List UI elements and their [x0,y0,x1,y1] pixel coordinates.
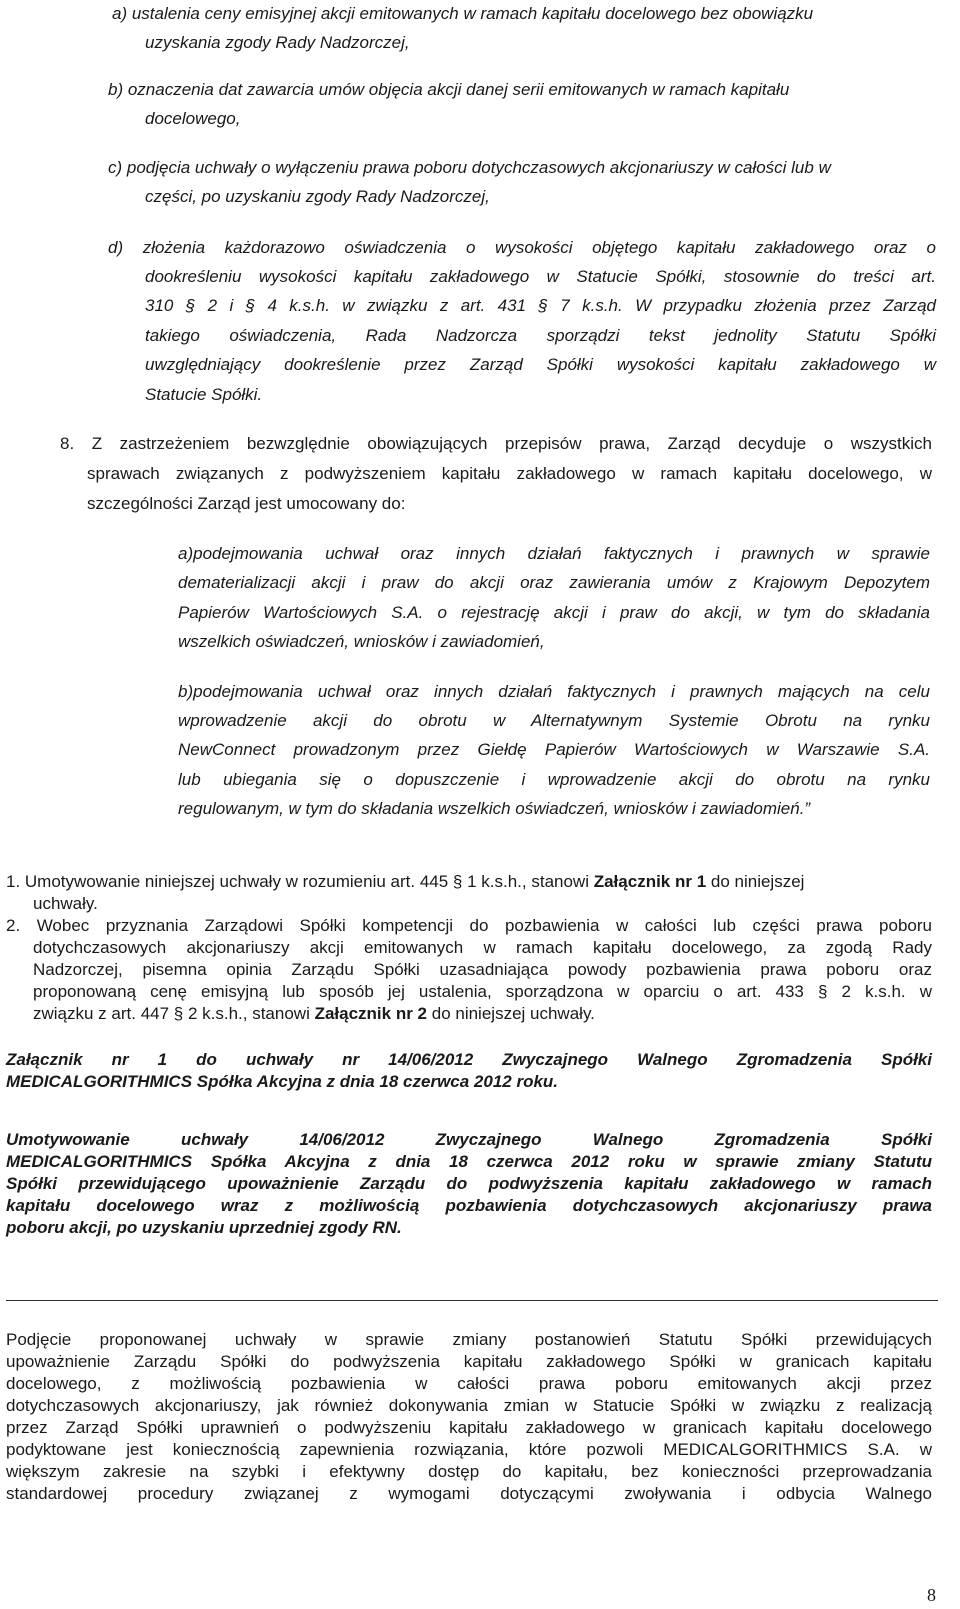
point-8-line-2: sprawach związanych z podwyższeniem kapitału zakładowego w ramach kapitału docelowego, w [87,464,932,483]
rationale-title-line-1: Umotywowanie uchwały 14/06/2012 Zwyczajnego Walnego Zgromadzenia Spółki [6,1130,932,1149]
body-line-8: standardowej procedury związanej z wymogami dotyczącymi zwoływania i odbycia Walnego [6,1484,932,1503]
item-a-line-2: uzyskania zgody Rady Nadzorczej, [145,33,410,52]
item-d-line-5: uwzględniający dookreślenie przez Zarząd Spółki wysokości kapitału zakładowego w [145,355,936,374]
point-8-line-3: szczególności Zarząd jest umocowany do: [87,494,406,513]
sub-a-line-3: Papierów Wartościowych S.A. o rejestrację akcji i praw do akcji, w tym do składania [178,603,930,622]
body-line-6: podyktowane jest koniecznością zapewnienia rozwiązania, które pozwoli MEDICALGORITHMICS S.A. w [6,1440,932,1459]
num-2-line-3: Nadzorczej, pisemna opinia Zarządu Spółki uzasadniająca powody pozbawienia prawa poboru oraz [33,960,932,979]
page-number: 8 [927,1585,936,1605]
separator-rule [6,1300,938,1301]
sub-a-line-4: wszelkich oświadczeń, wniosków i zawiadomień, [178,632,545,651]
num-2-line-5 [33,1004,595,1024]
sub-b-line-1: b)podejmowania uchwał oraz innych działań faktycznych i prawnych mających na celu [178,682,930,701]
sub-a-line-2: dematerializacji akcji i praw do akcji oraz zawierania umów z Krajowym Depozytem [178,573,930,592]
num-2-line-2: dotychczasowych akcjonariuszy akcji emitowanych w ramach kapitału docelowego, za zgodą Rady [33,938,932,957]
num-2-text: związku z art. 447 § 2 k.s.h., stanowi [33,1004,315,1023]
item-b-line-2: docelowego, [145,109,241,128]
num-2-text-end: do niniejszej uchwały. [427,1004,595,1023]
body-line-3: docelowego, z możliwością pozbawienia w całości prawa poboru emitowanych akcji przez [6,1374,932,1393]
body-line-7: większym zakresie na szybki i efektywny dostęp do kapitału, bez konieczności przeprowadzania [6,1462,932,1481]
item-d-line-1: d) złożenia każdorazowo oświadczenia o wysokości objętego kapitału zakładowego oraz o [108,238,936,257]
item-d-line-3: 310 § 2 i § 4 k.s.h. w związku z art. 431 § 7 k.s.h. W przypadku złożenia przez Zarząd [145,296,936,315]
annex-title-line-2: MEDICALGORITHMICS Spółka Akcyjna z dnia 18 czerwca 2012 roku. [6,1072,559,1091]
rationale-title-line-3: Spółki przewidującego upoważnienie Zarządu do podwyższenia kapitału zakładowego w ramach [6,1174,932,1193]
sub-b-line-3: NewConnect prowadzonym przez Giełdę Papierów Wartościowych w Warszawie S.A. [178,740,930,759]
sub-b-line-2: wprowadzenie akcji do obrotu w Alternatywnym Systemie Obrotu na rynku [178,711,930,730]
item-d-line-6: Statucie Spółki. [145,385,263,404]
item-d-line-4: takiego oświadczenia, Rada Nadzorcza sporządzi tekst jednolity Statutu Spółki [145,326,936,345]
num-2-line-4: proponowaną cenę emisyjną lub sposób jej ustalenia, sporządzona w oparciu o art. 433 § 2 k.s.h. w [33,982,932,1001]
sub-b-line-4: lub ubiegania się o dopuszczenie i wprowadzenie akcji do obrotu na rynku [178,770,930,789]
rationale-title-line-4: kapitału docelowego wraz z możliwością pozbawienia dotychczasowych akcjonariuszy prawa [6,1196,932,1215]
body-line-2: upoważnienie Zarządu Spółki do podwyższenia kapitału zakładowego Spółki w granicach kapitału [6,1352,932,1371]
num-1-text: 1. Umotywowanie niniejszej uchwały w rozumieniu art. 445 § 1 k.s.h., stanowi [6,872,594,891]
item-d-line-2: dookreśleniu wysokości kapitału zakładowego w Statucie Spółki, stosownie do treści art. [145,267,936,286]
sub-a-line-1: a)podejmowania uchwał oraz innych działań faktycznych i prawnych w sprawie [178,544,930,563]
annex-2-ref: Załącznik nr 2 [314,1004,428,1023]
item-a-line-1: a) ustalenia ceny emisyjnej akcji emitowanych w ramach kapitału docelowego bez obowiązku [112,4,814,23]
annex-1-ref: Załącznik nr 1 [593,872,707,891]
body-line-5: przez Zarząd Spółki uprawnień o podwyższeniu kapitału zakładowego w granicach kapitału docelowego [6,1418,932,1437]
rationale-title-line-5: poboru akcji, po uzyskaniu uprzedniej zgody RN. [6,1218,402,1237]
point-8-line-1: 8. Z zastrzeżeniem bezwzględnie obowiązujących przepisów prawa, Zarząd decyduje o wszystkich [60,434,932,453]
item-c-line-1: c) podjęcia uchwały o wyłączeniu prawa poboru dotychczasowych akcjonariuszy w całości lub w [108,158,831,177]
sub-b-line-5: regulowanym, w tym do składania wszelkich oświadczeń, wniosków i zawiadomień.” [178,799,811,818]
num-1-line-2: uchwały. [33,894,98,913]
item-b-line-1: b) oznaczenia dat zawarcia umów objęcia akcji danej serii emitowanych w ramach kapitału [108,80,790,99]
body-line-1: Podjęcie proponowanej uchwały w sprawie zmiany postanowień Statutu Spółki przewidujących [6,1330,932,1349]
annex-title-line-1: Załącznik nr 1 do uchwały nr 14/06/2012 Zwyczajnego Walnego Zgromadzenia Spółki [6,1050,932,1069]
num-1-text-end: do niniejszej [706,872,805,891]
num-1-line-1 [6,872,804,892]
num-2-line-1: 2. Wobec przyznania Zarządowi Spółki kompetencji do pozbawienia w całości lub części prawa poboru [6,916,932,935]
body-line-4: dotychczasowych akcjonariuszy, jak również dokonywania zmian w Statucie Spółki w związku z realizacją [6,1396,932,1415]
item-c-line-2: części, po uzyskaniu zgody Rady Nadzorczej, [145,187,490,206]
rationale-title-line-2: MEDICALGORITHMICS Spółka Akcyjna z dnia 18 czerwca 2012 roku w sprawie zmiany Statutu [6,1152,932,1171]
